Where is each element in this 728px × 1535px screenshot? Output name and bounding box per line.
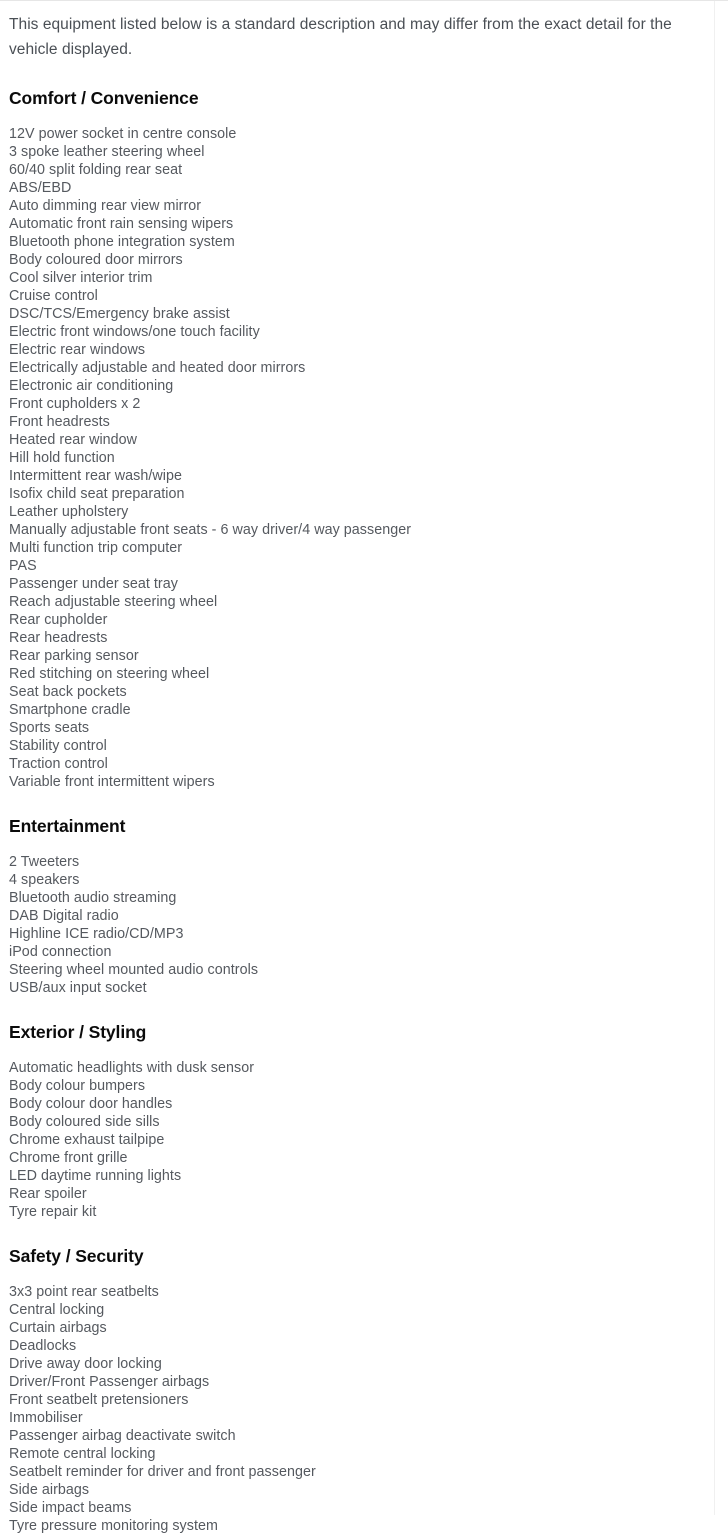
feature-list-item: Body coloured door mirrors <box>9 252 183 268</box>
feature-list-item: Seatbelt reminder for driver and front passenger <box>9 1464 316 1480</box>
feature-list-item: 3x3 point rear seatbelts <box>9 1284 159 1300</box>
feature-list-item: Traction control <box>9 756 108 772</box>
feature-list-item: Rear cupholder <box>9 612 108 628</box>
feature-list-item: 2 Tweeters <box>9 854 80 870</box>
section-heading: Comfort / Convenience <box>9 88 199 108</box>
feature-list <box>9 110 700 791</box>
feature-list-item: 4 speakers <box>9 872 80 888</box>
feature-list-item: Side airbags <box>9 1482 90 1498</box>
feature-list-item: Central locking <box>9 1302 105 1318</box>
feature-list-item: Multi function trip computer <box>9 540 183 556</box>
feature-list-item: Red stitching on steering wheel <box>9 666 210 682</box>
feature-list-item: Electric rear windows <box>9 342 146 358</box>
feature-list-item: Side impact beams <box>9 1500 132 1516</box>
feature-list-item: Remote central locking <box>9 1446 156 1462</box>
feature-list-item: iPod connection <box>9 944 112 960</box>
equipment-section <box>9 1221 700 1535</box>
feature-list-item: Front headrests <box>9 414 110 430</box>
feature-list-item: Automatic front rain sensing wipers <box>9 216 234 232</box>
feature-list-item: Passenger airbag deactivate switch <box>9 1428 236 1444</box>
feature-list-item: Chrome exhaust tailpipe <box>9 1132 165 1148</box>
feature-list-item: LED daytime running lights <box>9 1168 182 1184</box>
feature-list-item: Stability control <box>9 738 107 754</box>
feature-list-item: Driver/Front Passenger airbags <box>9 1374 210 1390</box>
feature-list-item: Highline ICE radio/CD/MP3 <box>9 926 184 942</box>
equipment-disclaimer-text: This equipment listed below is a standard description and may differ from the exact detail for the vehicle displayed. <box>9 16 672 58</box>
feature-list-item: Front cupholders x 2 <box>9 396 141 412</box>
feature-list-item: DSC/TCS/Emergency brake assist <box>9 306 230 322</box>
feature-list-item: Hill hold function <box>9 450 115 466</box>
feature-list-item: Electrically adjustable and heated door mirrors <box>9 360 306 376</box>
equipment-section <box>9 791 700 997</box>
feature-list-item: Body coloured side sills <box>9 1114 160 1130</box>
feature-list-item: Electric front windows/one touch facility <box>9 324 260 340</box>
feature-list-item: Reach adjustable steering wheel <box>9 594 218 610</box>
section-heading: Exterior / Styling <box>9 1022 147 1042</box>
feature-list-item: USB/aux input socket <box>9 980 147 996</box>
feature-list-item: 60/40 split folding rear seat <box>9 162 183 178</box>
equipment-section <box>9 997 700 1221</box>
feature-list-item: Cool silver interior trim <box>9 270 153 286</box>
feature-list <box>9 1268 700 1535</box>
feature-list-item: Variable front intermittent wipers <box>9 774 215 790</box>
feature-list-item: Chrome front grille <box>9 1150 128 1166</box>
feature-list-item: Smartphone cradle <box>9 702 131 718</box>
feature-list-item: Rear parking sensor <box>9 648 139 664</box>
equipment-sections <box>9 62 700 1535</box>
feature-list-item: Leather upholstery <box>9 504 129 520</box>
section-heading: Entertainment <box>9 816 126 836</box>
feature-list-item: PAS <box>9 558 37 574</box>
feature-list-item: Body colour door handles <box>9 1096 173 1112</box>
feature-list-item: Rear spoiler <box>9 1186 87 1202</box>
feature-list-item: Heated rear window <box>9 432 138 448</box>
feature-list-item: Auto dimming rear view mirror <box>9 198 202 214</box>
feature-list-item: Drive away door locking <box>9 1356 162 1372</box>
feature-list-item: Automatic headlights with dusk sensor <box>9 1060 255 1076</box>
equipment-section <box>9 62 700 791</box>
feature-list <box>9 838 700 997</box>
feature-list-item: 3 spoke leather steering wheel <box>9 144 205 160</box>
feature-list-item: Electronic air conditioning <box>9 378 174 394</box>
feature-list-item: Manually adjustable front seats - 6 way driver/4 way passenger <box>9 522 412 538</box>
feature-list-item: Cruise control <box>9 288 98 304</box>
feature-list-item: Tyre repair kit <box>9 1204 97 1220</box>
feature-list-item: Sports seats <box>9 720 90 736</box>
feature-list-item: Rear headrests <box>9 630 108 646</box>
feature-list-item: Body colour bumpers <box>9 1078 146 1094</box>
feature-list-item: Curtain airbags <box>9 1320 107 1336</box>
feature-list-item: Immobiliser <box>9 1410 83 1426</box>
feature-list-item: DAB Digital radio <box>9 908 119 924</box>
feature-list-item: 12V power socket in centre console <box>9 126 237 142</box>
feature-list-item: Front seatbelt pretensioners <box>9 1392 189 1408</box>
feature-list-item: Bluetooth audio streaming <box>9 890 177 906</box>
section-heading: Safety / Security <box>9 1246 144 1266</box>
feature-list-item: Tyre pressure monitoring system <box>9 1518 218 1534</box>
feature-list <box>9 1044 700 1221</box>
feature-list-item: Isofix child seat preparation <box>9 486 185 502</box>
feature-list-item: Intermittent rear wash/wipe <box>9 468 182 484</box>
feature-list-item: Bluetooth phone integration system <box>9 234 235 250</box>
equipment-content <box>0 1 714 1535</box>
feature-list-item: Steering wheel mounted audio controls <box>9 962 259 978</box>
feature-list-item: Seat back pockets <box>9 684 127 700</box>
feature-list-item: ABS/EBD <box>9 180 72 196</box>
feature-list-item: Deadlocks <box>9 1338 77 1354</box>
feature-list-item: Passenger under seat tray <box>9 576 178 592</box>
